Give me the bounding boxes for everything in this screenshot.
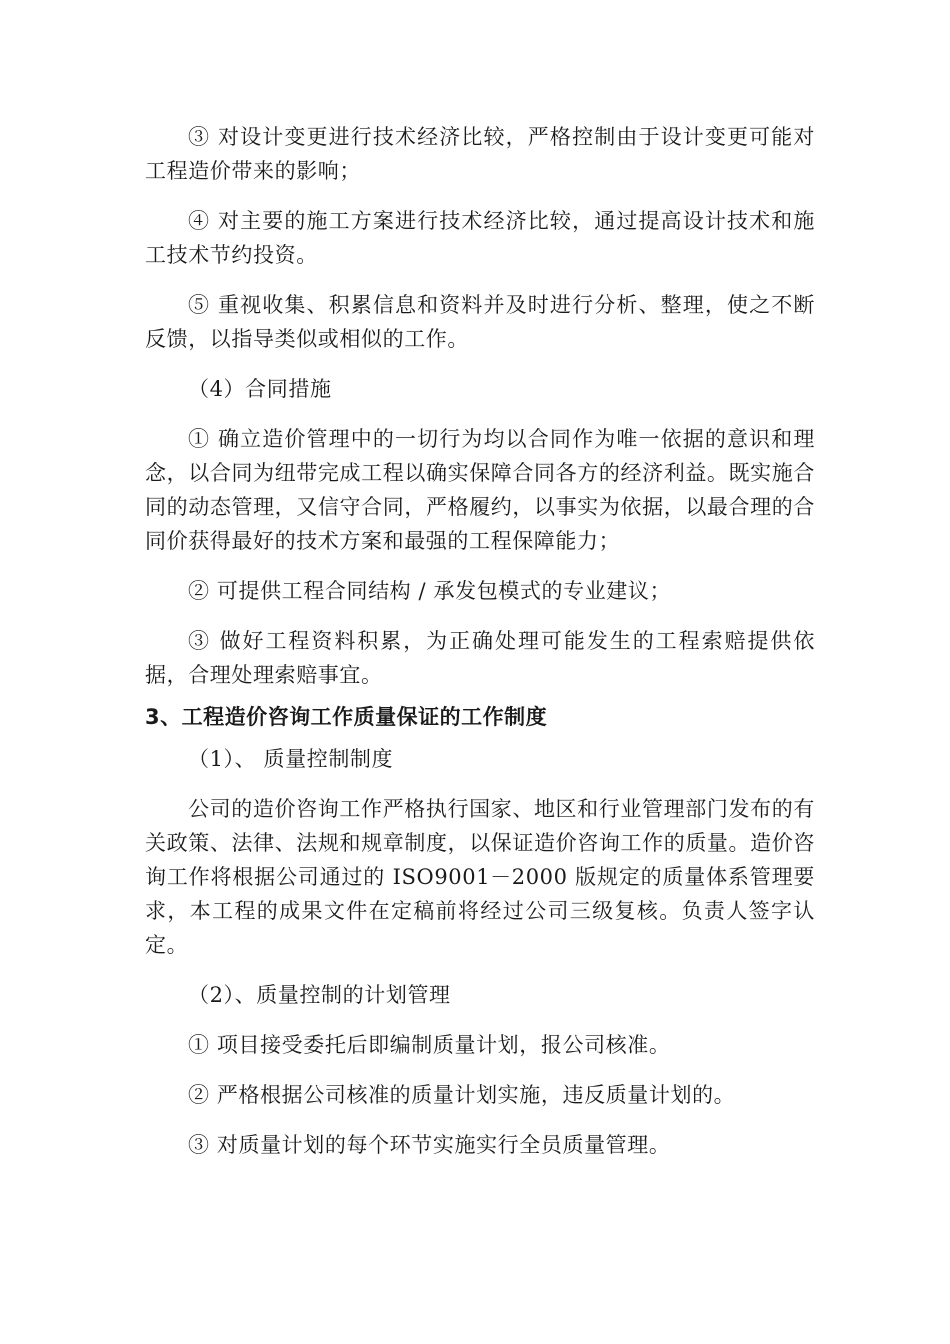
paragraph-contract-basis: ① 确立造价管理中的一切行为均以合同作为唯一依据的意识和理念，以合同为纽带完成工程以确实保障合同各方的经济利益。既实施合同的动态管理，又信守合同，严格履约，以事实为依据，以最合理的合同价获得最好的技术方案和最强的工程保障能力； [145, 427, 815, 553]
paragraph-quality-plan-step-2: ② 严格根据公司核准的质量计划实施，违反质量计划的。 [188, 1083, 736, 1107]
section-heading: 3、工程造价咨询工作质量保证的工作制度 [145, 705, 548, 729]
paragraph-construction-plan-comparison: ④ 对主要的施工方案进行技术经济比较，通过提高设计技术和施工技术节约投资。 [145, 209, 815, 267]
subheading-contract-measures: （4）合同措施 [188, 377, 332, 401]
subheading-quality-plan-management: （2）、质量控制的计划管理 [188, 983, 451, 1007]
paragraph-design-change-comparison: ③ 对设计变更进行技术经济比较，严格控制由于设计变更可能对工程造价带来的影响； [145, 125, 815, 183]
paragraph-contract-structure-advice: ② 可提供工程合同结构 / 承发包模式的专业建议； [188, 579, 672, 603]
paragraph-quality-plan-step-3: ③ 对质量计划的每个环节实施实行全员质量管理。 [188, 1133, 671, 1157]
document-body [145, 120, 815, 1178]
paragraph-claim-records: ③ 做好工程资料积累，为正确处理可能发生的工程索赔提供依据，合理处理索赔事宜。 [145, 629, 815, 687]
subheading-quality-control-system: （1）、 质量控制制度 [188, 747, 394, 771]
paragraph-quality-regulations: 公司的造价咨询工作严格执行国家、地区和行业管理部门发布的有关政策、法律、法规和规章制度，以保证造价咨询工作的质量。造价咨询工作将根据公司通过的 ISO9001－2000 版规定的质量体系管理要求，本工程的成果文件在定稿前将经过公司三级复核。负责人签字认定。 [145, 797, 815, 957]
paragraph-information-collection: ⑤ 重视收集、积累信息和资料并及时进行分析、整理，使之不断反馈，以指导类似或相似的工作。 [145, 293, 815, 351]
paragraph-quality-plan-step-1: ① 项目接受委托后即编制质量计划，报公司核准。 [188, 1033, 671, 1057]
